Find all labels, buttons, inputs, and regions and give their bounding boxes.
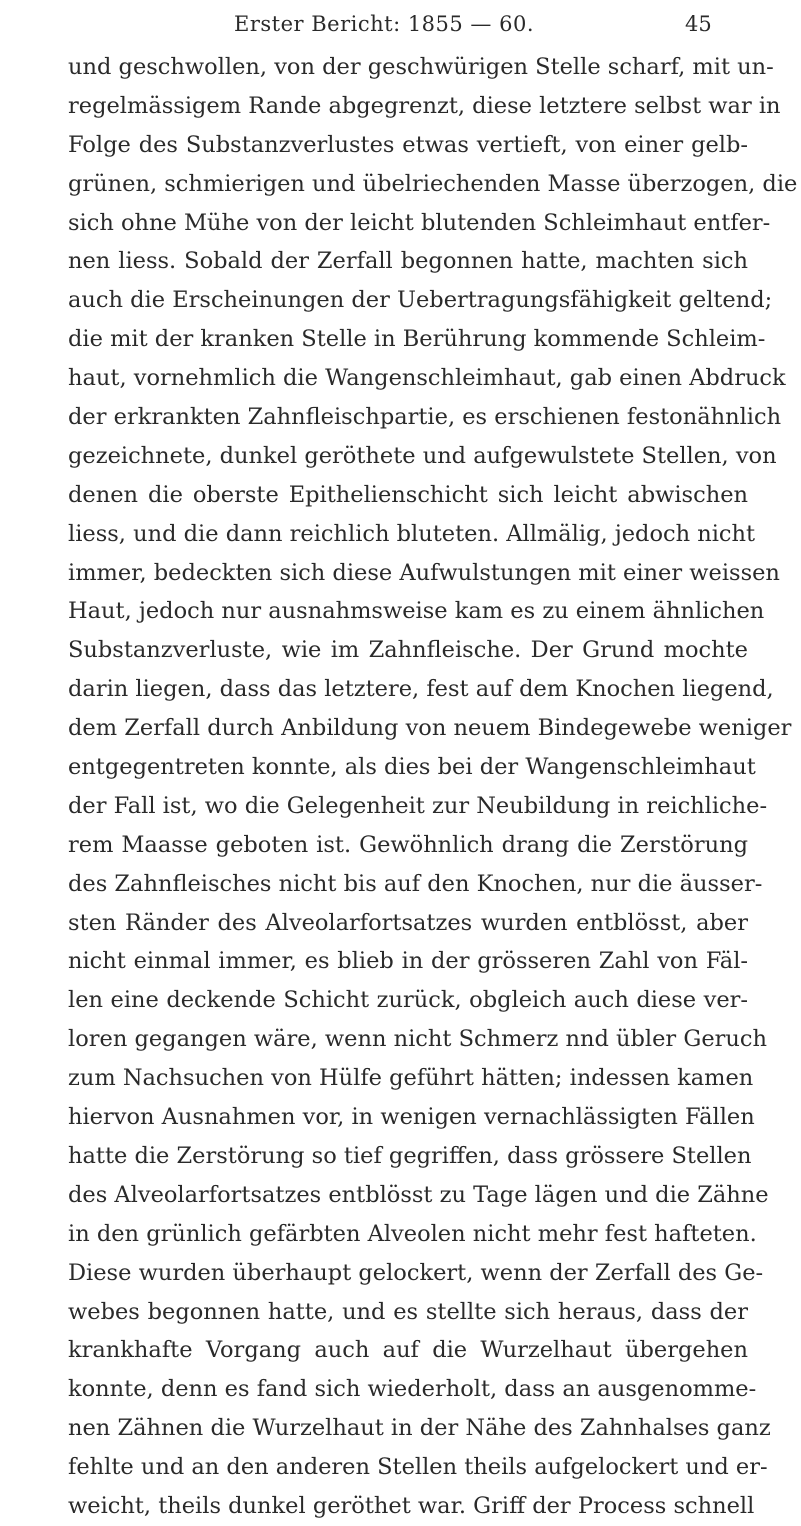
text-line: hatte die Zerstörung so tief gegriffen, dass grössere Stellen [68,1142,752,1169]
text-line: len eine deckende Schicht zurück, obgleich auch diese ver- [68,987,748,1014]
text-line: dem Zerfall durch Anbildung von neuem Bindegewebe weniger [68,715,792,742]
text-line: rem Maasse geboten ist. Gewöhnlich drang die Zerstörung [68,831,748,858]
text-line: gezeichnete, dunkel geröthete und aufgewulstete Stellen, von [68,442,777,469]
text-line: nen Zähnen die Wurzelhaut in der Nähe des Zahnhalses ganz [68,1415,771,1442]
text-line: der erkrankten Zahnfleischpartie, es erschienen festonähnlich [68,404,782,431]
text-line: zum Nachsuchen von Hülfe geführt hätten; indessen kamen [68,1065,754,1092]
running-head: Erster Bericht: 1855 — 60. [234,12,535,36]
text-line: darin liegen, dass das letztere, fest auf dem Knochen liegend, [68,676,774,703]
text-line: Haut, jedoch nur ausnahmsweise kam es zu einem ähnlichen [68,598,765,625]
text-line: auch die Erscheinungen der Uebertragungsfähigkeit geltend; [68,287,773,314]
text-line: haut, vornehmlich die Wangenschleimhaut, gab einen Abdruck [68,365,786,392]
text-line: hiervon Ausnahmen vor, in wenigen vernachlässigten Fällen [68,1104,755,1131]
text-line: webes begonnen hatte, und es stellte sich heraus, dass der [68,1298,748,1325]
text-line: loren gegangen wäre, wenn nicht Schmerz nnd übler Geruch [68,1026,767,1053]
text-line: liess, und die dann reichlich bluteten. Allmälig, jedoch nicht [68,520,756,547]
body-text [68,48,798,1526]
text-line: nicht einmal immer, es blieb in der grösseren Zahl von Fäl- [68,948,748,975]
page-number: 45 [685,12,712,36]
text-line: und geschwollen, von der geschwürigen Stelle scharf, mit un- [68,54,774,80]
text-line: fehlte und an den anderen Stellen theils aufgelockert und er- [68,1454,768,1481]
text-line: immer, bedeckten sich diese Aufwulstungen mit einer weissen [68,559,780,586]
text-line: grünen, schmierigen und übelriechenden Masse überzogen, die [68,170,798,197]
page-header [0,8,801,40]
text-line: in den grünlich gefärbten Alveolen nicht mehr fest hafteten. [68,1220,757,1247]
text-line: weicht, theils dunkel geröthet war. Griff der Process schnell [68,1492,755,1519]
text-line: Substanzverluste, wie im Zahnfleische. Der Grund mochte [68,637,748,664]
text-line: Diese wurden überhaupt gelockert, wenn der Zerfall des Ge- [68,1259,764,1286]
text-line: sten Ränder des Alveolarfortsatzes wurden entblösst, aber [68,909,748,936]
text-line: die mit der kranken Stelle in Berührung kommende Schleim- [68,326,766,353]
text-line: der Fall ist, wo die Gelegenheit zur Neubildung in reichliche- [68,792,768,819]
text-line: konnte, denn es fand sich wiederholt, dass an ausgenomme- [68,1376,757,1403]
text-line: krankhafte Vorgang auch auf die Wurzelhaut übergehen [68,1337,748,1364]
text-line: denen die oberste Epithelienschicht sich leicht abwischen [68,481,748,508]
text-line: entgegentreten konnte, als dies bei der Wangenschleimhaut [68,754,756,781]
text-line: Folge des Substanzverlustes etwas vertieft, von einer gelb- [68,131,748,158]
text-line: nen liess. Sobald der Zerfall begonnen hatte, machten sich [68,248,748,275]
text-line: regelmässigem Rande abgegrenzt, diese letztere selbst war in [68,92,781,119]
text-line: des Zahnfleisches nicht bis auf den Knochen, nur die äusser- [68,870,763,897]
text-line: des Alveolarfortsatzes entblösst zu Tage lägen und die Zähne [68,1181,769,1208]
text-line: sich ohne Mühe von der leicht blutenden Schleimhaut entfer- [68,209,771,236]
